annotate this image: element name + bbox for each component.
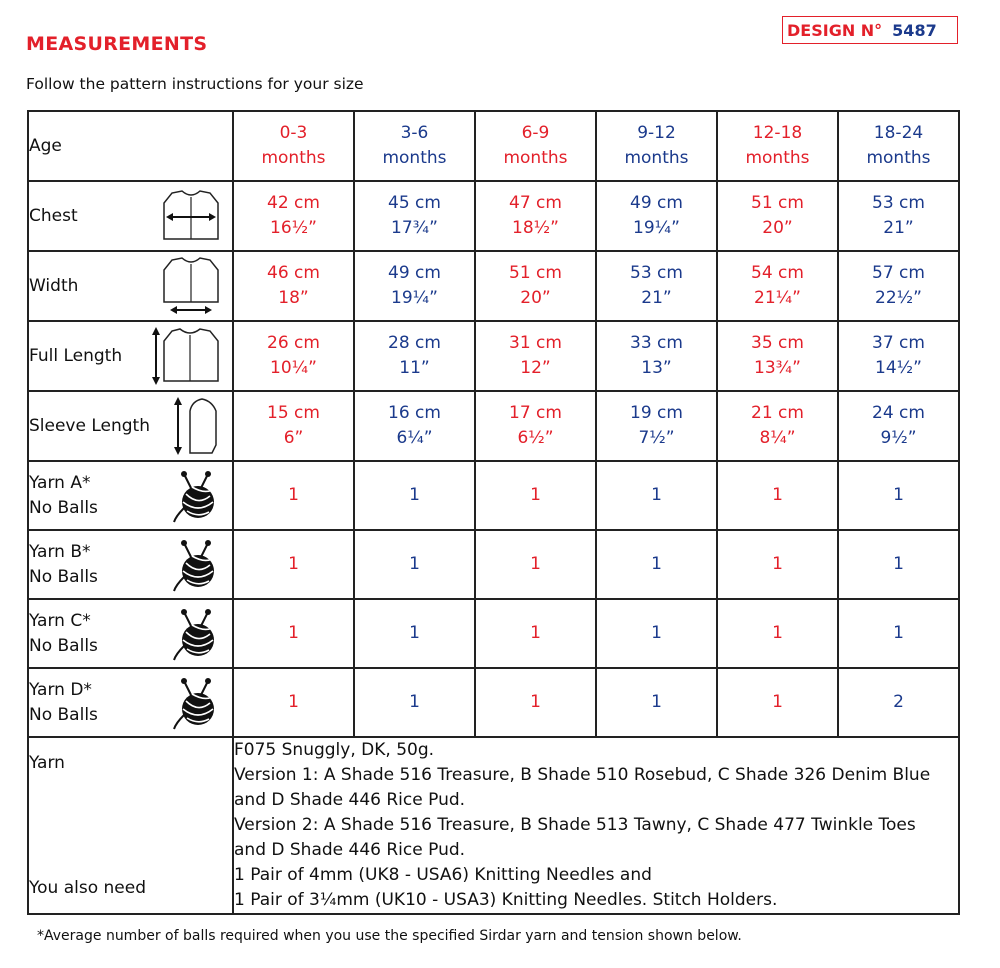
table-row bbox=[28, 461, 959, 530]
chest-garment-icon bbox=[160, 187, 222, 245]
table-row bbox=[28, 668, 959, 737]
table-cell: 28 cm 11” bbox=[354, 321, 475, 391]
size-header: 3-6 months bbox=[354, 111, 475, 181]
row-label: Full Length bbox=[28, 321, 233, 391]
table-row bbox=[28, 599, 959, 668]
yarn-info-line: F075 Snuggly, DK, 50g. bbox=[234, 740, 435, 760]
design-number: 5487 bbox=[892, 20, 937, 40]
row-label: Width bbox=[28, 251, 233, 321]
table-cell: 1 bbox=[596, 530, 717, 599]
table-cell: 2 bbox=[838, 668, 959, 737]
table-row bbox=[28, 530, 959, 599]
table-cell: 21 cm 8¼” bbox=[717, 391, 838, 461]
table-cell: 33 cm 13” bbox=[596, 321, 717, 391]
yarn-info-line: Version 1: A Shade 516 Treasure, B Shade 510 Rosebud, C Shade 326 Denim Blue bbox=[234, 765, 931, 785]
table-cell: 1 bbox=[233, 461, 354, 530]
table-cell: 26 cm 10¼” bbox=[233, 321, 354, 391]
table-cell: 1 bbox=[838, 461, 959, 530]
yarn-info-text bbox=[233, 737, 959, 914]
table-cell: 1 bbox=[838, 530, 959, 599]
table-cell: 1 bbox=[475, 530, 596, 599]
table-cell: 17 cm 6½” bbox=[475, 391, 596, 461]
intro-text: Follow the pattern instructions for your size bbox=[26, 75, 364, 93]
table-cell: 31 cm 12” bbox=[475, 321, 596, 391]
table-cell: 45 cm 17¾” bbox=[354, 181, 475, 251]
table-cell: 53 cm 21” bbox=[596, 251, 717, 321]
age-row bbox=[28, 111, 959, 181]
table-cell: 1 bbox=[838, 599, 959, 668]
row-label: Yarn B* No Balls bbox=[28, 530, 233, 599]
also-need-label: You also need bbox=[29, 877, 146, 898]
table-cell: 51 cm 20” bbox=[475, 251, 596, 321]
row-label: Yarn D* No Balls bbox=[28, 668, 233, 737]
table-cell: 1 bbox=[475, 599, 596, 668]
table-cell: 1 bbox=[596, 599, 717, 668]
table-row bbox=[28, 251, 959, 321]
table-cell: 1 bbox=[354, 461, 475, 530]
table-cell: 51 cm 20” bbox=[717, 181, 838, 251]
yarn-ball-icon bbox=[170, 468, 222, 524]
table-cell: 1 bbox=[354, 668, 475, 737]
yarn-info-line: 1 Pair of 4mm (UK8 - USA6) Knitting Needles and bbox=[234, 865, 652, 885]
row-label: Chest bbox=[28, 181, 233, 251]
sleeve-icon bbox=[172, 395, 222, 457]
yarn-info-line: 1 Pair of 3¼mm (UK10 - USA3) Knitting Needles. Stitch Holders. bbox=[234, 890, 778, 910]
table-cell: 1 bbox=[717, 599, 838, 668]
table-cell: 1 bbox=[475, 461, 596, 530]
yarn-label: Yarn bbox=[29, 752, 65, 773]
row-label: Sleeve Length bbox=[28, 391, 233, 461]
yarn-ball-icon bbox=[170, 606, 222, 662]
table-cell: 19 cm 7½” bbox=[596, 391, 717, 461]
table-cell: 1 bbox=[596, 668, 717, 737]
table-cell: 42 cm 16½” bbox=[233, 181, 354, 251]
measurements-table bbox=[27, 110, 960, 915]
table-cell: 1 bbox=[717, 461, 838, 530]
footnote: *Average number of balls required when you use the specified Sirdar yarn and tension shown below. bbox=[37, 928, 742, 944]
size-header: 18-24 months bbox=[838, 111, 959, 181]
age-label: Age bbox=[28, 111, 233, 181]
size-header: 6-9 months bbox=[475, 111, 596, 181]
table-row bbox=[28, 321, 959, 391]
table-cell: 16 cm 6¼” bbox=[354, 391, 475, 461]
yarn-ball-icon bbox=[170, 675, 222, 731]
yarn-info-line: and D Shade 446 Rice Pud. bbox=[234, 840, 466, 860]
size-header: 9-12 months bbox=[596, 111, 717, 181]
design-number-box bbox=[782, 16, 958, 44]
table-cell: 54 cm 21¼” bbox=[717, 251, 838, 321]
length-garment-icon bbox=[150, 325, 222, 387]
table-row bbox=[28, 391, 959, 461]
yarn-info-line: Version 2: A Shade 516 Treasure, B Shade 513 Tawny, C Shade 477 Twinkle Toes bbox=[234, 815, 916, 835]
yarn-ball-icon bbox=[170, 537, 222, 593]
table-cell: 37 cm 14½” bbox=[838, 321, 959, 391]
table-cell: 1 bbox=[233, 668, 354, 737]
table-cell: 1 bbox=[717, 530, 838, 599]
table-cell: 1 bbox=[717, 668, 838, 737]
table-cell: 1 bbox=[596, 461, 717, 530]
size-header: 12-18 months bbox=[717, 111, 838, 181]
table-cell: 49 cm 19¼” bbox=[596, 181, 717, 251]
page-title: MEASUREMENTS bbox=[26, 33, 208, 55]
table-cell: 57 cm 22½” bbox=[838, 251, 959, 321]
table-cell: 1 bbox=[354, 599, 475, 668]
row-label: Yarn A* No Balls bbox=[28, 461, 233, 530]
yarn-info-labels bbox=[28, 737, 233, 914]
table-cell: 49 cm 19¼” bbox=[354, 251, 475, 321]
size-header: 0-3 months bbox=[233, 111, 354, 181]
table-cell: 1 bbox=[233, 599, 354, 668]
table-cell: 47 cm 18½” bbox=[475, 181, 596, 251]
table-cell: 1 bbox=[354, 530, 475, 599]
table-row bbox=[28, 181, 959, 251]
yarn-info-line: and D Shade 446 Rice Pud. bbox=[234, 790, 466, 810]
table-cell: 15 cm 6” bbox=[233, 391, 354, 461]
table-cell: 35 cm 13¾” bbox=[717, 321, 838, 391]
design-label: DESIGN N° bbox=[787, 20, 883, 40]
table-cell: 1 bbox=[233, 530, 354, 599]
yarn-info-row bbox=[28, 737, 959, 914]
table-cell: 53 cm 21” bbox=[838, 181, 959, 251]
table-cell: 1 bbox=[475, 668, 596, 737]
width-garment-icon bbox=[160, 256, 222, 316]
table-cell: 46 cm 18” bbox=[233, 251, 354, 321]
row-label: Yarn C* No Balls bbox=[28, 599, 233, 668]
table-cell: 24 cm 9½” bbox=[838, 391, 959, 461]
